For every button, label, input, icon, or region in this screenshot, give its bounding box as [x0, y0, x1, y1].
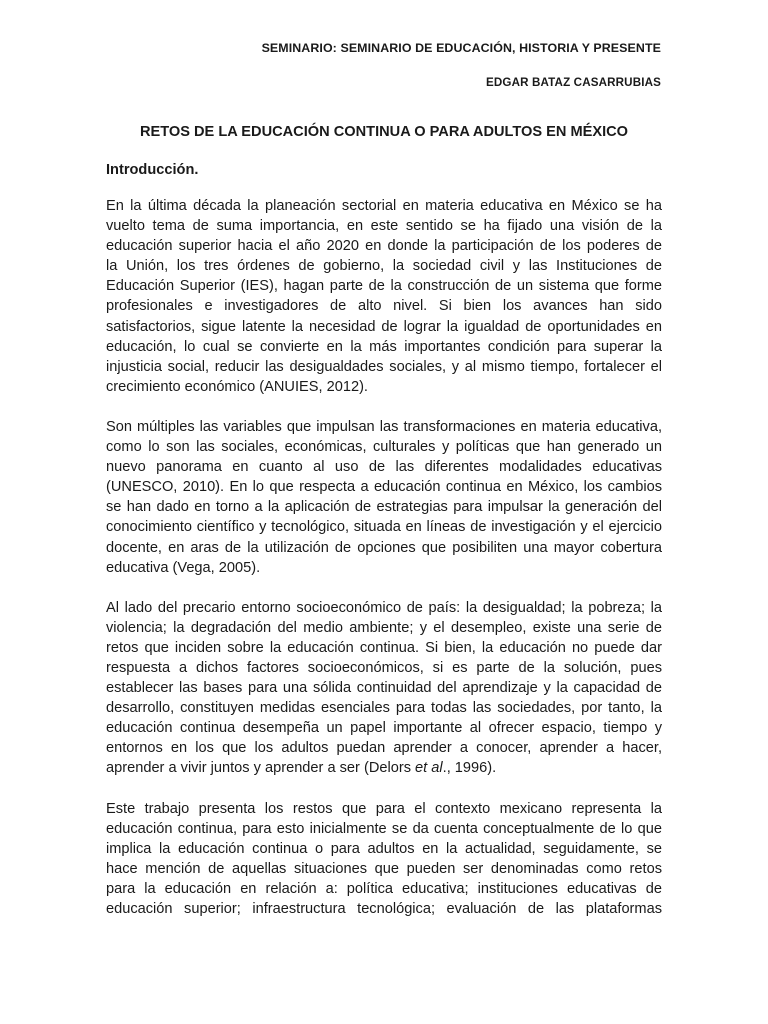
paragraph-line: desarrollo, constituyen medidas esenciales para todas las sociedades, por tanto, la [106, 700, 662, 717]
paragraph-line: conocimiento científico y tecnológico, situada en líneas de investigación y el ejercicio [106, 519, 662, 536]
paragraph-4 [106, 799, 662, 920]
paragraph-line: educación continua, para esto inicialmente se da cuenta conceptualmente de lo que [106, 820, 662, 837]
paragraph-line: la Unión, los tres órdenes de gobierno, la sociedad civil y las Instituciones de [106, 258, 662, 275]
paragraph-line: entornos en los que los adultos puedan aprender a conocer, aprender a hacer, [106, 740, 662, 757]
paragraph-line: nuevo panorama en cuanto al uso de las diferentes modalidades educativas [106, 459, 662, 476]
citation-et-al: et al [415, 760, 443, 777]
paragraph-line-citation [106, 758, 662, 778]
paragraph-line: hace mención de aquellas situaciones que pueden ser denominadas como retos [106, 860, 662, 877]
paragraph-2 [106, 417, 662, 578]
paragraph-line: educación superior hacia el año 2020 en donde la participación de los poderes de [106, 238, 662, 255]
document-body [106, 196, 662, 939]
author-name: EDGAR BATAZ CASARRUBIAS [486, 76, 661, 89]
paragraph-line: educación continua desempeña un papel importante al ofrecer espacio, tiempo y [106, 720, 662, 737]
paragraph-line: Son múltiples las variables que impulsan las transformaciones en materia educativa, [106, 418, 662, 435]
paragraph-line: educación, lo cual se convierte en la más importantes condición para superar la [106, 338, 662, 355]
paragraph-line: respuesta a dichos factores socioeconómicos, si es parte de la solución, pues [106, 659, 662, 676]
paragraph-line: profesionales e investigadores de alto nivel. Si bien los avances han sido [106, 298, 662, 315]
paragraph-line: para la educación en relación a: política educativa; instituciones educativas de [106, 880, 662, 897]
paragraph-line: Educación Superior (IES), hagan parte de la construcción de un sistema que forme [106, 278, 662, 295]
document-title: RETOS DE LA EDUCACIÓN CONTINUA O PARA ADULTOS EN MÉXICO [139, 124, 629, 140]
paragraph-line: se han dado en torno a la aplicación de estrategias para impulsar la generación del [106, 499, 662, 516]
paragraph-line: injusticia social, reducir las desigualdades sociales, y al mismo tiempo, fortalecer el [106, 358, 662, 375]
paragraph-line: educativa (Vega, 2005). [106, 559, 261, 576]
paragraph-line: violencia; la degradación del medio ambiente; y el desempleo, existe una serie de [106, 619, 662, 636]
paragraph-line: docente, en aras de la utilización de opciones que posibiliten una mayor cobertura [106, 539, 662, 556]
paragraph-line: satisfactorios, sigue latente la necesidad de lograr la igualdad de oportunidades en [106, 318, 662, 335]
paragraph-line: educación superior; infraestructura tecnológica; evaluación de las plataformas [106, 901, 662, 917]
paragraph-line: crecimiento económico (ANUIES, 2012). [106, 378, 368, 395]
paragraph-line: establecer las bases para una sólida continuidad del aprendizaje y la capacidad de [106, 680, 662, 697]
citation-text-after: ., 1996). [442, 760, 497, 777]
paragraph-1 [106, 196, 662, 397]
seminar-header: SEMINARIO: SEMINARIO DE EDUCACIÓN, HISTORIA Y PRESENTE [261, 41, 661, 55]
paragraph-line: En la última década la planeación sectorial en materia educativa en México se ha [106, 198, 662, 214]
paragraph-line: como lo son las sociales, económicas, culturales y políticas que han generado un [106, 439, 662, 456]
paragraph-line: retos que inciden sobre la educación continua. Si bien, la educación no puede dar [106, 639, 662, 656]
paragraph-line: (UNESCO, 2010). En lo que respecta a educación continua en México, los cambios [106, 479, 662, 496]
section-heading-introduccion: Introducción. [106, 162, 199, 178]
paragraph-line: implica la educación continua o para adultos en la actualidad, seguidamente, se [106, 840, 662, 857]
paragraph-3 [106, 598, 662, 779]
paragraph-line: Al lado del precario entorno socioeconómico de país: la desigualdad; la pobreza; la [106, 599, 662, 616]
paragraph-line: Este trabajo presenta los restos que para el contexto mexicano representa la [106, 800, 662, 817]
citation-text-before: aprender a vivir juntos y aprender a ser (Delors [106, 760, 416, 777]
paragraph-line: vuelto tema de suma importancia, en este sentido se ha fijado una visión de la [106, 218, 662, 235]
